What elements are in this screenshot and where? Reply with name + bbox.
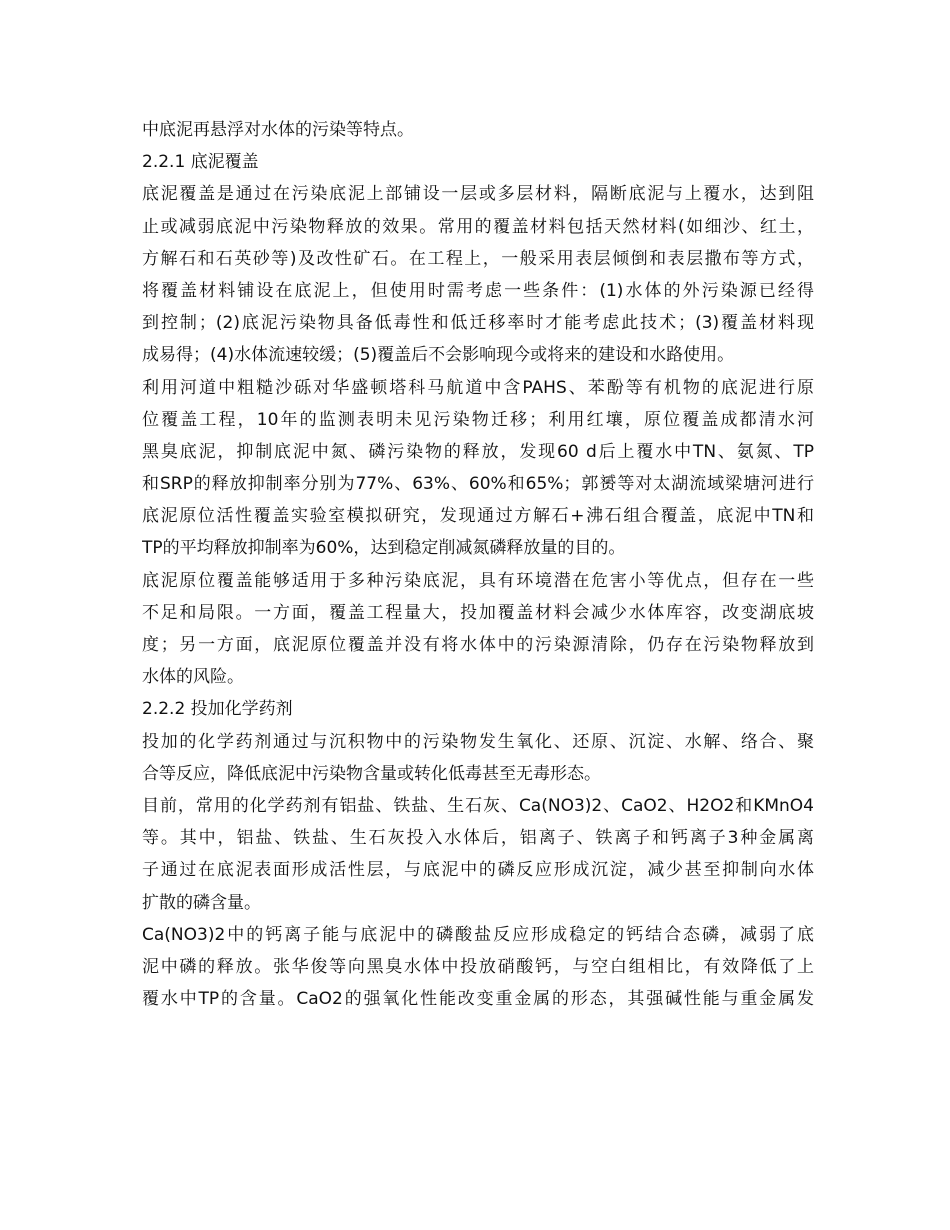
text-line: 方解石和石英砂等)及改性矿石。在工程上，一般采用表层倾倒和表层撒布等方式，: [142, 248, 814, 269]
text-line: 2.2.2 投加化学药剂: [142, 699, 293, 720]
text-line: 黑臭底泥，抑制底泥中氮、磷污染物的释放，发现60 d后上覆水中TN、氨氮、TP: [142, 441, 814, 462]
text-line: 利用河道中粗糙沙砾对华盛顿塔科马航道中含PAHS、苯酚等有机物的底泥进行原: [142, 377, 814, 398]
text-line: 扩散的磷含量。: [142, 892, 261, 913]
text-line: 合等反应，降低底泥中污染物含量或转化低毒甚至无毒形态。: [142, 763, 601, 784]
text-line: 水体的风险。: [142, 667, 244, 688]
text-line: 泥中磷的释放。张华俊等向黑臭水体中投放硝酸钙，与空白组相比，有效降低了上: [142, 956, 814, 977]
text-line: 底泥原位活性覆盖实验室模拟研究，发现通过方解石+沸石组合覆盖，底泥中TN和: [142, 506, 814, 527]
text-line: 底泥原位覆盖能够适用于多种污染底泥，具有环境潜在危害小等优点，但存在一些: [142, 570, 814, 591]
text-line: 度；另一方面，底泥原位覆盖并没有将水体中的污染源清除，仍存在污染物释放到: [142, 635, 814, 655]
text-line: 底泥覆盖是通过在污染底泥上部铺设一层或多层材料，隔断底泥与上覆水，达到阻: [142, 184, 814, 205]
text-line: 不足和局限。一方面，覆盖工程量大，投加覆盖材料会减少水体库容，改变湖底坡: [142, 602, 814, 623]
text-line: 位覆盖工程，10年的监测表明未见污染物迁移；利用红壤，原位覆盖成都清水河: [142, 409, 814, 430]
text-line: 2.2.1 底泥覆盖: [142, 152, 259, 173]
text-line: Ca(NO3)2中的钙离子能与底泥中的磷酸盐反应形成稳定的钙结合态磷，减弱了底: [142, 924, 814, 945]
text-line: 覆水中TP的含量。CaO2的强氧化性能改变重金属的形态，其强碱性能与重金属发: [142, 989, 814, 1010]
text-line: 投加的化学药剂通过与沉积物中的污染物发生氧化、还原、沉淀、水解、络合、聚: [142, 731, 814, 752]
text-line: TP的平均释放抑制率为60%，达到稳定削减氮磷释放量的目的。: [142, 538, 626, 559]
document-body: [142, 114, 814, 1015]
text-line: 到控制；(2)底泥污染物具备低毒性和低迁移率时才能考虑此技术；(3)覆盖材料现: [142, 313, 814, 334]
text-line: 中底泥再悬浮对水体的污染等特点。: [142, 120, 414, 140]
text-line: 子通过在底泥表面形成活性层，与底泥中的磷反应形成沉淀，减少甚至抑制向水体: [142, 860, 814, 881]
text-line: 等。其中，铝盐、铁盐、生石灰投入水体后，铝离子、铁离子和钙离子3种金属离: [142, 828, 814, 849]
text-line: 和SRP的释放抑制率分别为77%、63%、60%和65%；郭赟等对太湖流域梁塘河进行: [142, 474, 814, 495]
text-line: 止或减弱底泥中污染物释放的效果。常用的覆盖材料包括天然材料(如细沙、红土，: [142, 216, 814, 237]
text-line: 成易得；(4)水体流速较缓；(5)覆盖后不会影响现今或将来的建设和水路使用。: [142, 345, 735, 366]
text-line: 将覆盖材料铺设在底泥上，但使用时需考虑一些条件：(1)水体的外污染源已经得: [142, 280, 814, 301]
text-line: 目前，常用的化学药剂有铝盐、铁盐、生石灰、Ca(NO3)2、CaO2、H2O2和KMnO4: [142, 795, 814, 816]
